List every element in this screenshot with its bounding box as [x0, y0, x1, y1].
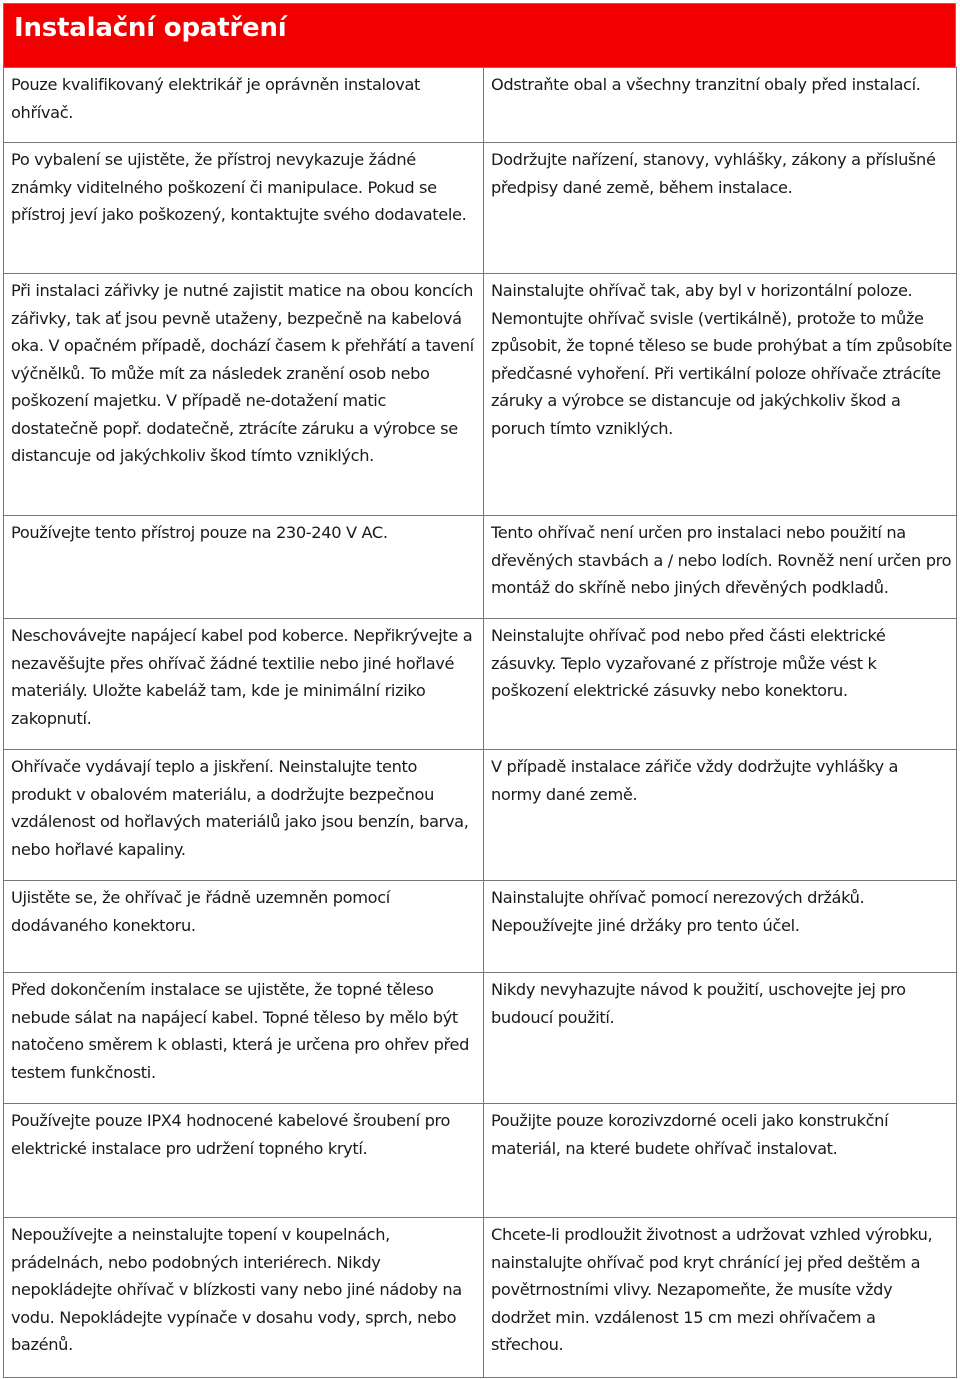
precaution-cell: Nainstalujte ohřívač tak, aby byl v horizontální poloze. Nemontujte ohřívač svisle (vertikálně), protože to může způsobit, že topné těleso se bude prohýbat a tím způsobíte předčasné vyhoření. Při vertikální poloze ohřívače ztrácíte záruky a výrobce se distancuje od jakýchkoliv škod a poruch tímto vzniklých. — [484, 274, 957, 516]
precautions-table — [3, 67, 957, 1378]
precaution-cell: Používejte tento přístroj pouze na 230-240 V AC. — [4, 516, 484, 619]
table-row — [4, 619, 957, 750]
title-bar — [3, 3, 956, 67]
precaution-cell: Dodržujte nařízení, stanovy, vyhlášky, zákony a příslušné předpisy dané země, během instalace. — [484, 143, 957, 274]
table-row — [4, 973, 957, 1104]
precaution-cell: V případě instalace zářiče vždy dodržujte vyhlášky a normy dané země. — [484, 750, 957, 881]
precaution-cell: Nainstalujte ohřívač pomocí nerezových držáků. Nepoužívejte jiné držáky pro tento účel. — [484, 881, 957, 973]
precaution-cell: Při instalaci zářivky je nutné zajistit matice na obou koncích zářivky, tak ať jsou pevně utaženy, bezpečně na kabelová oka. V opačném případě, dochází časem k přehřátí a tavení výčnělků. To může mít za následek zranění osob nebo poškození majetku. V případě ne-dotažení matic dostatečně popř. dodatečně, ztrácíte záruku a výrobce se distancuje od jakýchkoliv škod tímto vzniklých. — [4, 274, 484, 516]
table-row — [4, 274, 957, 516]
table-row — [4, 516, 957, 619]
table-row — [4, 68, 957, 143]
precaution-cell: Neschovávejte napájecí kabel pod koberce. Nepřikrývejte a nezavěšujte přes ohřívač žádné textilie nebo jiné hořlavé materiály. Uložte kabeláž tam, kde je minimální riziko zakopnutí. — [4, 619, 484, 750]
precaution-cell: Před dokončením instalace se ujistěte, že topné těleso nebude sálat na napájecí kabel. Topné těleso by mělo být natočeno směrem k oblasti, která je určena pro ohřev před testem funkčnosti. — [4, 973, 484, 1104]
precaution-cell: Chcete-li prodloužit životnost a udržovat vzhled výrobku, nainstalujte ohřívač pod kryt chránící jej před deštěm a povětrnostními vlivy. Nezapomeňte, že musíte vždy dodržet min. vzdálenost 15 cm mezi ohřívačem a střechou. — [484, 1218, 957, 1378]
table-row — [4, 1104, 957, 1218]
precaution-cell: Použijte pouze korozivzdorné oceli jako konstrukční materiál, na které budete ohřívač instalovat. — [484, 1104, 957, 1218]
table-row — [4, 750, 957, 881]
table-row — [4, 143, 957, 274]
precaution-cell: Odstraňte obal a všechny tranzitní obaly před instalací. — [484, 68, 957, 143]
precaution-cell: Tento ohřívač není určen pro instalaci nebo použití na dřevěných stavbách a / nebo lodích. Rovněž není určen pro montáž do skříně nebo jiných dřevěných podkladů. — [484, 516, 957, 619]
precaution-cell: Po vybalení se ujistěte, že přístroj nevykazuje žádné známky viditelného poškození či manipulace. Pokud se přístroj jeví jako poškozený, kontaktujte svého dodavatele. — [4, 143, 484, 274]
page-title: Instalační opatření — [14, 13, 287, 43]
precaution-cell: Pouze kvalifikovaný elektrikář je oprávněn instalovat ohřívač. — [4, 68, 484, 143]
precaution-cell: Ohřívače vydávají teplo a jiskření. Neinstalujte tento produkt v obalovém materiálu, a dodržujte bezpečnou vzdálenost od hořlavých materiálů jako jsou benzín, barva, nebo hořlavé kapaliny. — [4, 750, 484, 881]
precaution-cell: Ujistěte se, že ohřívač je řádně uzemněn pomocí dodávaného konektoru. — [4, 881, 484, 973]
table-row — [4, 1218, 957, 1378]
precaution-cell: Neinstalujte ohřívač pod nebo před části elektrické zásuvky. Teplo vyzařované z přístroje může vést k poškození elektrické zásuvky nebo konektoru. — [484, 619, 957, 750]
precaution-cell: Používejte pouze IPX4 hodnocené kabelové šroubení pro elektrické instalace pro udržení topného krytí. — [4, 1104, 484, 1218]
precaution-cell: Nikdy nevyhazujte návod k použití, uschovejte jej pro budoucí použití. — [484, 973, 957, 1104]
precaution-cell: Nepoužívejte a neinstalujte topení v koupelnách, prádelnách, nebo podobných interiérech. Nikdy nepokládejte ohřívač v blízkosti vany nebo jiné nádoby na vodu. Nepokládejte vypínače v dosahu vody, sprch, nebo bazénů. — [4, 1218, 484, 1378]
table-row — [4, 881, 957, 973]
